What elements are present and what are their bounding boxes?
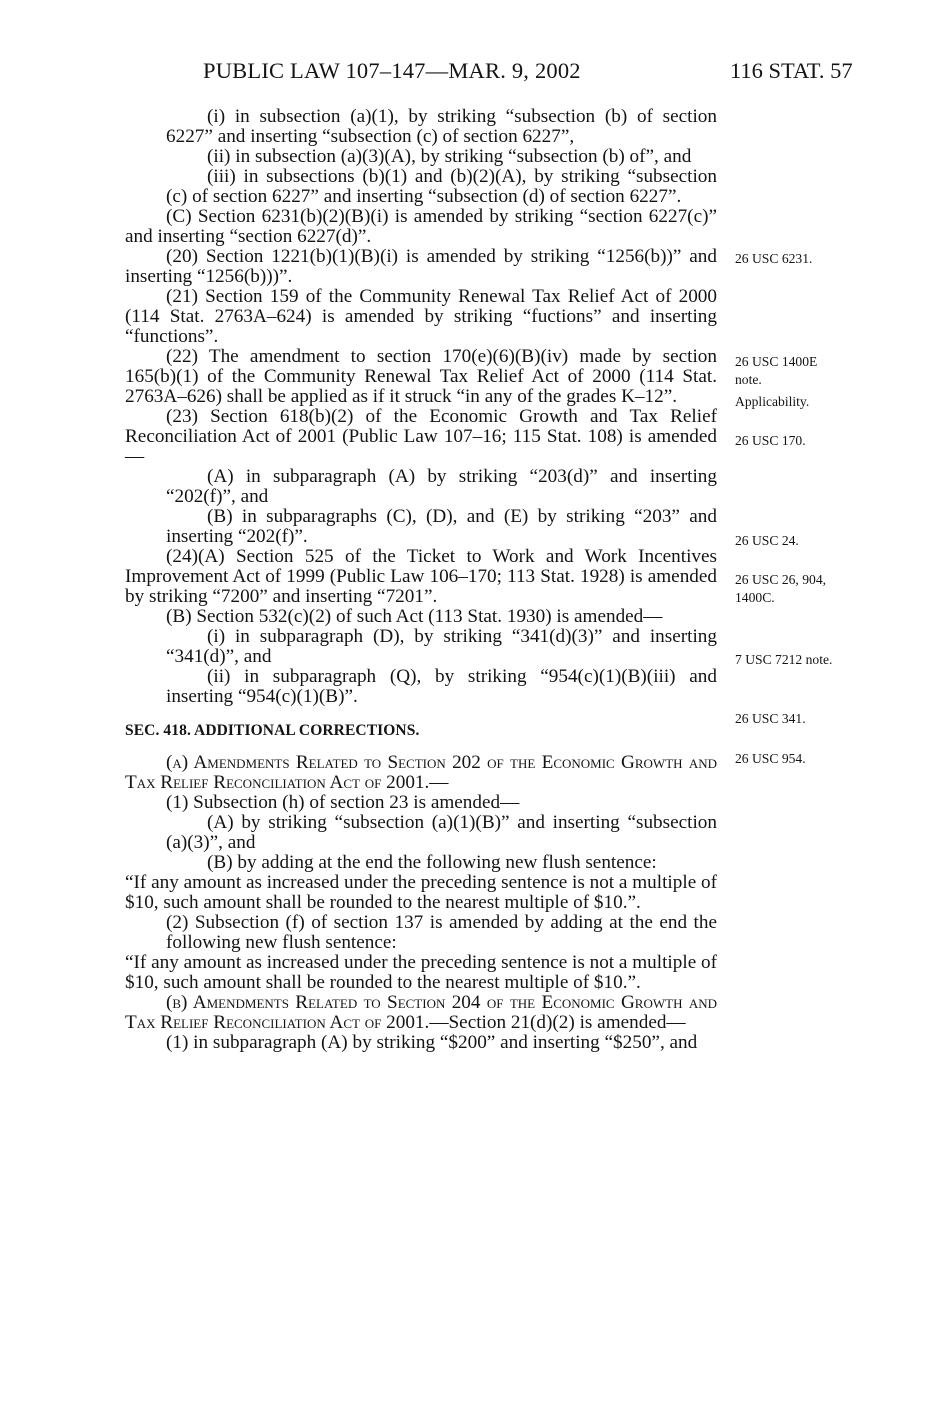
paragraph-text: (2) Subsection (f) of section 137 is amended by adding at the end the following new flush sentence: <box>166 912 717 953</box>
paragraph: (1) Subsection (h) of section 23 is amended— <box>166 792 520 813</box>
subsection-heading-caption: (b) Amendments Related to Section 204 of the Economic Growth and Tax Relief Reconciliation Act of 2001. <box>125 992 717 1033</box>
margin-note: 26 USC 170. <box>735 433 806 448</box>
paragraph: (B) Section 532(c)(2) of such Act (113 Stat. 1930) is amended— <box>166 606 663 627</box>
flush-sentence: “If any amount as increased under the preceding sentence is not a multiple of $10, such amount shall be rounded to the nearest multiple of $10.”. <box>125 872 717 913</box>
subsection-heading: (a) Amendments Related to Section 202 of the Economic Growth and Tax Relief Reconciliation Act of 2001.— <box>125 752 717 793</box>
paragraph: (B) in subparagraphs (C), (D), and (E) by striking “203” and inserting “202(f)”. <box>166 506 717 547</box>
paragraph: (20) Section 1221(b)(1)(B)(i) is amended by striking “1256(b))” and inserting “1256(b)))”. <box>125 246 717 287</box>
subsection-heading-text: —Section 21(d)(2) is amended— <box>429 1012 686 1033</box>
paragraph: (ii) in subparagraph (Q), by striking “954(c)(1)(B)(iii) and inserting “954(c)(1)(B)”. <box>166 666 717 707</box>
flush-sentence: “If any amount as increased under the preceding sentence is not a multiple of $10, such amount shall be rounded to the nearest multiple of $10.”. <box>125 952 717 993</box>
margin-note: 7 USC 7212 note. <box>735 652 833 667</box>
paragraph: (B) by adding at the end the following new flush sentence: <box>207 852 657 873</box>
main-text-column <box>125 107 717 1053</box>
margin-note: 26 USC 341. <box>735 711 806 726</box>
running-header-law: PUBLIC LAW 107–147—MAR. 9, 2002 <box>203 58 581 83</box>
margin-note: 26 USC 26, 904, <box>735 572 827 587</box>
paragraph: (A) in subparagraph (A) by striking “203(d)” and inserting “202(f)”, and <box>166 466 717 507</box>
paragraph <box>125 913 717 953</box>
paragraph: (C) Section 6231(b)(2)(B)(i) is amended by striking “section 6227(c)” and inserting “section 6227(d)”. <box>125 206 717 247</box>
margin-note: Applicability. <box>735 394 810 409</box>
paragraph: (i) in subsection (a)(1), by striking “subsection (b) of section 6227” and inserting “subsection (c) of section 6227”, <box>166 106 717 147</box>
paragraph: (i) in subparagraph (D), by striking “341(d)(3)” and inserting “341(d)”, and <box>166 626 717 667</box>
subsection-heading <box>125 993 717 1033</box>
running-header-stat-page: 116 STAT. 57 <box>730 58 853 83</box>
paragraph: (24)(A) Section 525 of the Ticket to Work and Work Incentives Improvement Act of 1999 (Public Law 106–170; 113 Stat. 1928) is amended by striking “7200” and inserting “7201”. <box>125 546 717 607</box>
margin-note: note. <box>735 372 762 387</box>
paragraph: (iii) in subsections (b)(1) and (b)(2)(A), by striking “subsection (c) of section 6227” and inserting “subsection (d) of section 6227”. <box>166 166 717 207</box>
paragraph: (22) The amendment to section 170(e)(6)(B)(iv) made by section 165(b)(1) of the Community Renewal Tax Relief Act of 2000 (114 Stat. 2763A–626) shall be applied as if it struck “in any of the grades K–12”. <box>125 346 717 407</box>
margin-note: 26 USC 24. <box>735 533 799 548</box>
paragraph: (ii) in subsection (a)(3)(A), by striking “subsection (b) of”, and <box>207 146 692 167</box>
paragraph: (23) Section 618(b)(2) of the Economic Growth and Tax Relief Reconciliation Act of 2001 (Public Law 107–16; 115 Stat. 108) is amended— <box>125 406 717 467</box>
margin-note: 26 USC 6231. <box>735 251 813 266</box>
section-heading: SEC. 418. ADDITIONAL CORRECTIONS. <box>125 722 420 739</box>
paragraph: (21) Section 159 of the Community Renewal Tax Relief Act of 2000 (114 Stat. 2763A–624) is amended by striking “fuctions” and inserting “functions”. <box>125 286 717 347</box>
margin-note: 26 USC 1400E <box>735 354 818 369</box>
paragraph: (A) by striking “subsection (a)(1)(B)” and inserting “subsection (a)(3)”, and <box>166 812 717 853</box>
margin-note: 26 USC 954. <box>735 751 806 766</box>
paragraph: (1) in subparagraph (A) by striking “$200” and inserting “$250”, and <box>166 1032 698 1053</box>
margin-note: 1400C. <box>735 590 775 605</box>
